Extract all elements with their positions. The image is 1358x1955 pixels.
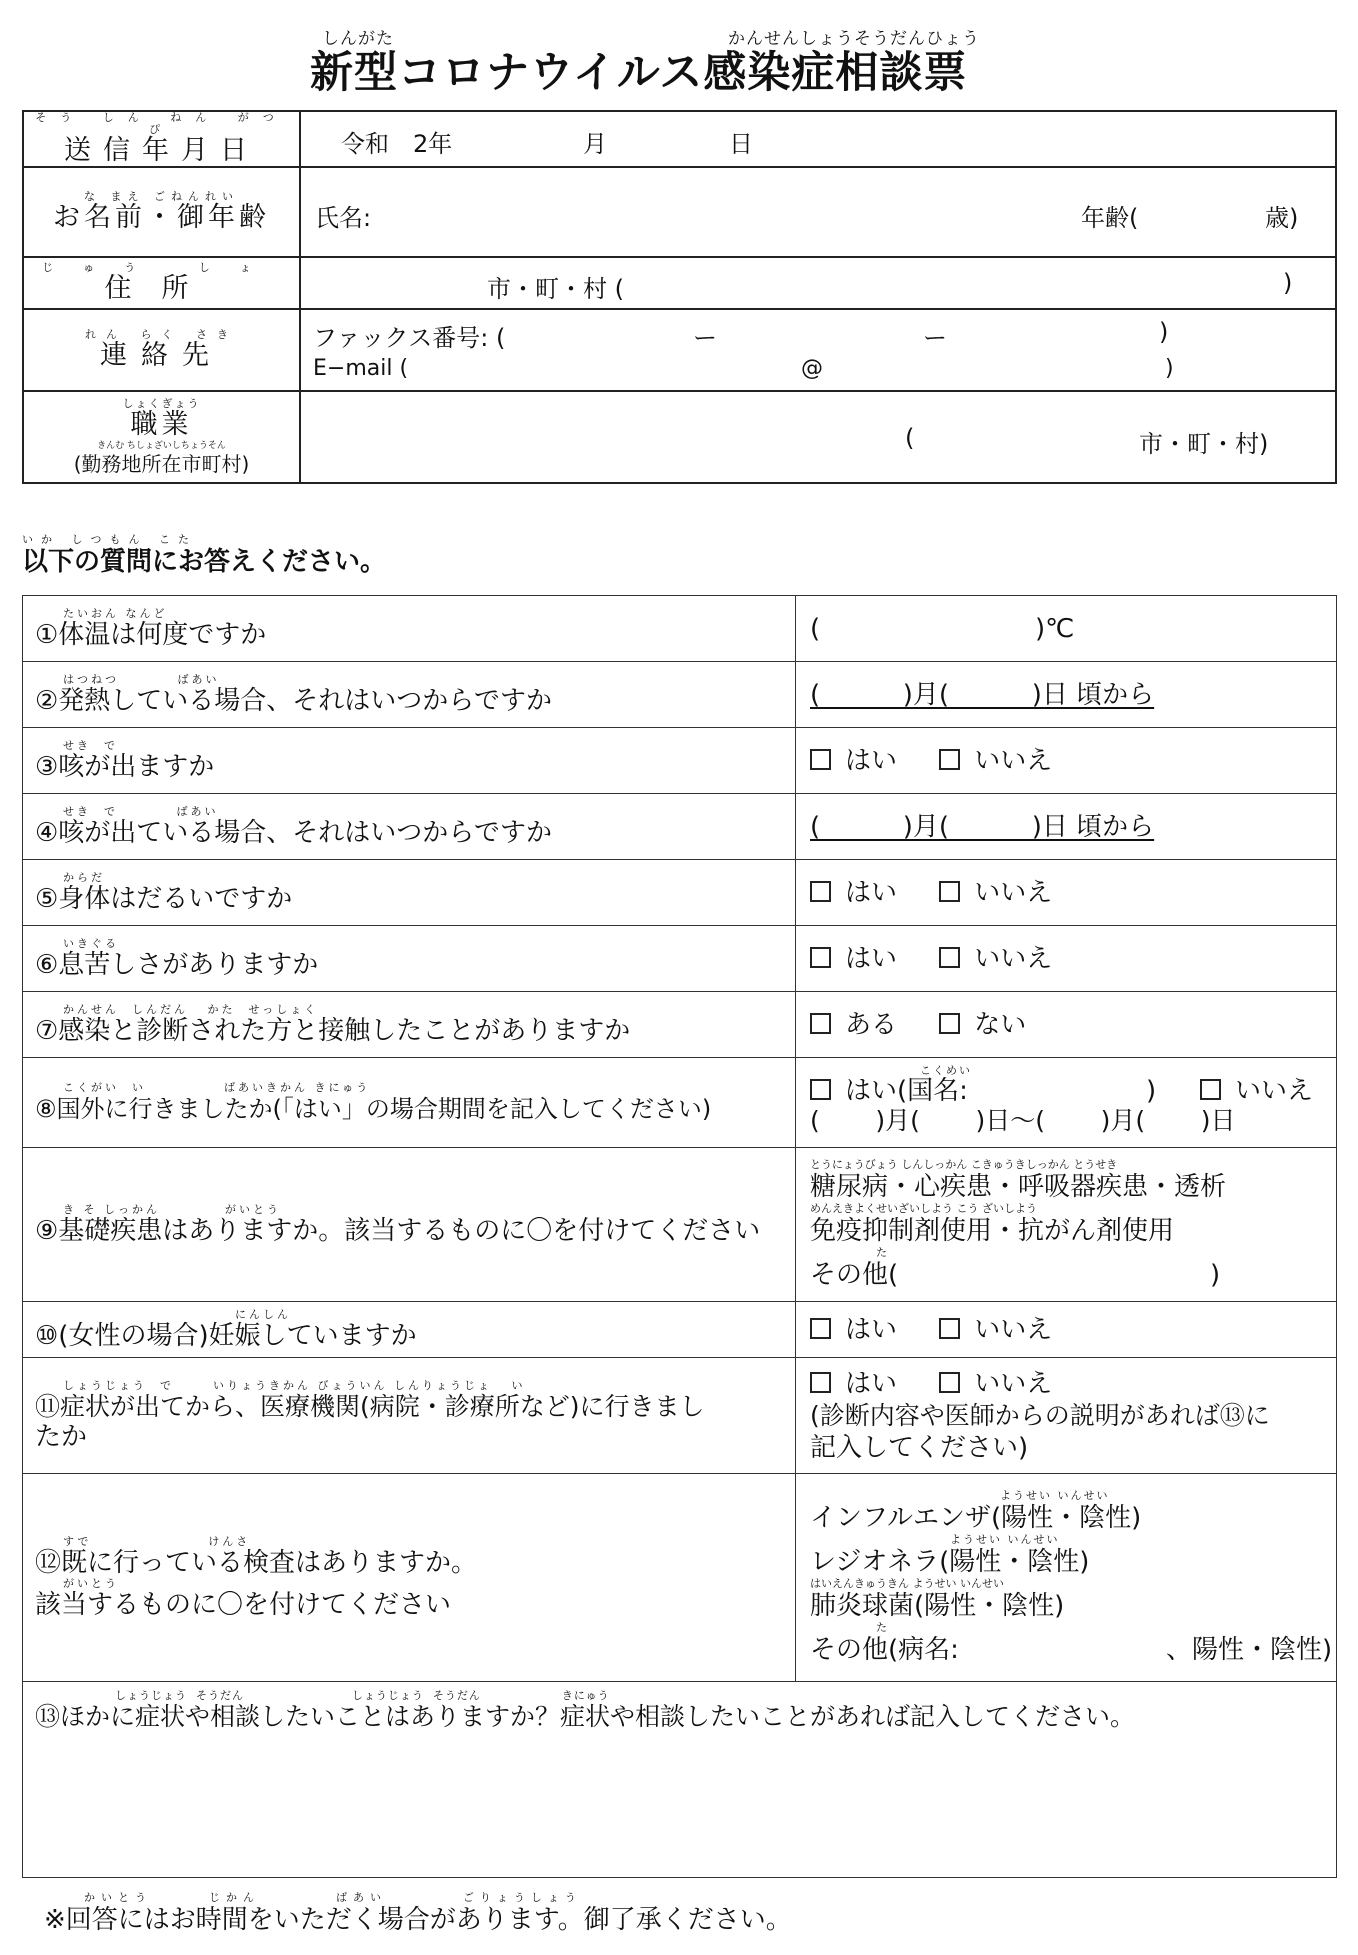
checkbox-icon[interactable] (810, 1372, 831, 1393)
question-ruby-2: がいとう (63, 1576, 119, 1590)
no-option[interactable] (1200, 1075, 1313, 1107)
question-9 (23, 1148, 796, 1302)
contact-field[interactable] (300, 309, 1336, 391)
question-ruby: いきぐる (63, 936, 119, 950)
q13-ruby: しょうじょう そうだん しょうじょう そうだん きにゅう (115, 1689, 610, 1702)
address-label: 住所 (104, 273, 219, 304)
footer-note (44, 1892, 792, 1936)
job-sub-label: (勤務地所在市町村) (73, 452, 250, 476)
send-date-label-ruby: そう しん ねん がつ ぴ (35, 111, 288, 136)
yes-option[interactable] (810, 746, 897, 776)
footer-text: ※回答にはお時間をいただく場合があります。御了承ください。 (44, 1905, 792, 1935)
question-ruby: き そ しっかん がいとう (63, 1202, 281, 1216)
no-label: ない (974, 1009, 1027, 1040)
cough-date-blank: ( )月( )日 頃から (810, 811, 1155, 842)
yes-country-label: はい(国名: (845, 1075, 968, 1106)
checkbox-icon[interactable] (810, 947, 831, 968)
disease-line-2-ruby: めんえきよくせいざいしよう こう ざいしよう (810, 1201, 1037, 1215)
send-date-field[interactable] (300, 111, 1336, 167)
travel-period-blank[interactable]: ( )月( )日〜( )月( )日 (810, 1105, 1236, 1135)
q13-text: ⑬ほかに症状や相談したいことはありますか？症状や相談したいことがあれば記入してください。 (35, 1702, 1136, 1731)
question-text-line-1: ⑫既に行っている検査はありますか。 (35, 1547, 478, 1578)
question-10 (23, 1302, 796, 1358)
answer-9-field[interactable] (796, 1148, 1337, 1302)
answer-8-field (796, 1058, 1337, 1148)
test-line-4-ruby: た (876, 1620, 889, 1634)
note-line-1: (診断内容や医師からの説明があれば⑬に (810, 1400, 1270, 1430)
age-close: 歳) (1265, 204, 1299, 232)
checkbox-icon[interactable] (810, 881, 831, 902)
fax-close: ) (1159, 318, 1169, 346)
send-date-label-cell (23, 111, 300, 167)
question-row (23, 926, 1337, 992)
job-sub-ruby: きんむ ちしょざいしちょうそん (97, 441, 226, 451)
disease-line-1: 糖尿病・心疾患・呼吸器疾患・透析 (810, 1171, 1227, 1202)
checkbox-icon[interactable] (1200, 1079, 1221, 1100)
fever-date-blank: ( )月( )日 頃から (810, 679, 1155, 710)
job-label-cell (23, 391, 300, 483)
address-label-ruby: じゅう しょ (42, 261, 281, 274)
question-text: ⑤身体はだるいですか (35, 883, 293, 914)
question-8 (23, 1058, 796, 1148)
no-option[interactable] (939, 944, 1052, 974)
question-12 (23, 1474, 796, 1682)
question-ruby: せき で (63, 738, 118, 752)
yes-option[interactable] (810, 1315, 897, 1345)
answer-5-field (796, 860, 1337, 926)
disease-line-2: 免疫抑制剤使用・抗がん剤使用 (810, 1215, 1175, 1246)
title-ruby (310, 24, 1050, 48)
question-6 (23, 926, 796, 992)
name-age-row (23, 167, 1336, 257)
question-row (23, 1682, 1337, 1878)
no-option[interactable] (939, 878, 1052, 908)
answer-10-field (796, 1302, 1337, 1358)
temperature-blank: ( )℃ (810, 613, 1075, 644)
yes-label: はい (845, 1368, 898, 1399)
answer-2-field[interactable] (796, 662, 1337, 728)
job-label-ruby: しょくぎょう (122, 397, 201, 410)
question-3 (23, 728, 796, 794)
send-date-row (23, 111, 1336, 167)
no-label: いいえ (974, 1368, 1053, 1399)
address-row (23, 257, 1336, 309)
name-age-label-cell (23, 167, 300, 257)
email-at: @ (801, 356, 823, 381)
answer-11-field (796, 1358, 1337, 1474)
email-close: ) (1165, 356, 1174, 381)
checkbox-icon[interactable] (939, 881, 960, 902)
address-label-cell (23, 257, 300, 309)
contact-label-ruby: れん らく さき (85, 328, 238, 341)
fax-dash-1: ー (693, 324, 717, 352)
question-row (23, 596, 1337, 662)
question-text: ⑨基礎疾患はありますか。該当するものに〇を付けてください (35, 1215, 761, 1246)
question-ruby: にんしん (235, 1307, 291, 1321)
question-text: ①体温は何度ですか (35, 619, 267, 650)
question-row (23, 1474, 1337, 1682)
disease-line-1-ruby: とうにょうびょう しんしっかん こきゅうきしっかん とうせき (810, 1157, 1118, 1171)
test-line-2-ruby: ようせい いんせい (950, 1532, 1060, 1546)
question-ruby: かんせん しんだん かた せっしょく (63, 1002, 319, 1016)
question-text-line-2: たか (35, 1421, 88, 1452)
answer-12-field[interactable] (796, 1474, 1337, 1682)
question-1 (23, 596, 796, 662)
no-option[interactable] (939, 1010, 1026, 1040)
job-close: 市・町・村) (1139, 430, 1269, 458)
job-row (23, 391, 1336, 483)
checkbox-icon[interactable] (810, 749, 831, 770)
era-text: 令和 (341, 130, 389, 158)
question-row (23, 1148, 1337, 1302)
answer-6-field (796, 926, 1337, 992)
name-age-label: お名前・御年齢 (53, 202, 270, 233)
job-field[interactable] (300, 391, 1336, 483)
checkbox-icon[interactable] (810, 1079, 831, 1100)
question-row (23, 728, 1337, 794)
checkbox-icon[interactable] (810, 1318, 831, 1339)
checkbox-icon[interactable] (939, 1013, 960, 1034)
age-open: 年齢( (1081, 204, 1139, 232)
form-title-block (310, 24, 1050, 98)
no-label: いいえ (1235, 1075, 1314, 1106)
info-table (22, 110, 1337, 484)
question-text: ②発熱している場合、それはいつからですか (35, 685, 553, 716)
disease-line-3-ruby: た (876, 1245, 889, 1259)
footer-ruby: かいとう じかん ばあい ごりょうしょう (84, 1891, 582, 1904)
question-row (23, 992, 1337, 1058)
no-option[interactable] (939, 1369, 1052, 1399)
contact-label: 連絡先 (100, 340, 223, 371)
question-text: ⑩(女性の場合)妊娠していますか (35, 1320, 417, 1351)
question-row (23, 1358, 1337, 1474)
answer-3-field (796, 728, 1337, 794)
form-title: 新型コロナウイルス感染症相談票 (310, 48, 968, 98)
question-text: ④咳が出ている場合、それはいつからですか (35, 817, 553, 848)
fax-dash-2: ー (923, 324, 947, 352)
test-pneumococcus: 肺炎球菌(陽性・陰性) (810, 1590, 1065, 1621)
yes-label: はい (845, 877, 898, 908)
year-text: 2年 (413, 130, 453, 158)
test-other: その他(病名: (810, 1634, 959, 1665)
question-row (23, 794, 1337, 860)
question-ruby: しょうじょう で いりょうきかん びょういん しんりょうじょ い (63, 1378, 526, 1392)
question-ruby: からだ (63, 870, 105, 884)
name-label: 氏名: (315, 204, 372, 232)
yes-label: はい (845, 943, 898, 974)
question-row (23, 1302, 1337, 1358)
question-text: ③咳が出ますか (35, 751, 215, 782)
name-age-label-ruby: な まえ ごねんれい (84, 190, 239, 203)
address-city: 市・町・村 ( (487, 275, 624, 303)
test-legionella: レジオネラ(陽性・陰性) (810, 1546, 1090, 1577)
answer-7-field (796, 992, 1337, 1058)
day-text: 日 (729, 130, 753, 158)
contact-row (23, 309, 1336, 391)
yes-label: ある (845, 1009, 898, 1040)
no-label: いいえ (974, 943, 1053, 974)
no-label: いいえ (974, 877, 1053, 908)
question-text-line-2: 該当するものに〇を付けてください (35, 1589, 452, 1620)
no-option[interactable] (939, 746, 1052, 776)
email-label: E−mail ( (313, 356, 409, 381)
question-text: ⑦感染と診断された方と接触したことがありますか (35, 1015, 631, 1046)
address-close: ) (1283, 269, 1293, 297)
checkbox-icon[interactable] (810, 1013, 831, 1034)
yes-label: はい (845, 1314, 898, 1345)
job-open: ( (905, 424, 915, 452)
note-line-2: 記入してください) (810, 1432, 1029, 1463)
question-ruby: はつねつ ばあい (63, 672, 220, 686)
yes-option[interactable] (810, 1075, 968, 1107)
title-ruby-right: かんせんしょうそうだんひょう (728, 29, 980, 49)
yes-option[interactable] (810, 1010, 897, 1040)
question-ruby: こくがい い ばあいきかん きにゅう (63, 1080, 371, 1094)
title-ruby-left: しんがた (322, 29, 394, 49)
checkbox-icon[interactable] (939, 749, 960, 770)
disease-other-close: ) (1210, 1259, 1221, 1290)
no-label: いいえ (974, 745, 1053, 776)
no-option[interactable] (939, 1315, 1052, 1345)
test-line-3-ruby: はいえんきゅうきん ようせい いんせい (810, 1576, 1004, 1590)
yes-option[interactable] (810, 878, 897, 908)
question-row (23, 860, 1337, 926)
test-line-1-ruby: ようせい いんせい (1000, 1488, 1110, 1502)
checkbox-icon[interactable] (939, 1372, 960, 1393)
question-4 (23, 794, 796, 860)
question-row (23, 662, 1337, 728)
country-close: ) (1146, 1075, 1157, 1106)
no-label: いいえ (974, 1314, 1053, 1345)
question-11 (23, 1358, 796, 1474)
yes-option[interactable] (810, 1369, 897, 1399)
instruction-ruby: いか しつもん こた (22, 533, 197, 546)
question-ruby: すで けんさ (63, 1534, 251, 1548)
test-influenza: インフルエンザ(陽性・陰性) (810, 1502, 1142, 1533)
question-ruby: たいおん なんど (63, 606, 168, 620)
month-text: 月 (583, 130, 607, 158)
test-other-tail: 、陽性・陰性) (1166, 1634, 1333, 1665)
yes-option[interactable] (810, 944, 897, 974)
checkbox-icon[interactable] (939, 1318, 960, 1339)
question-13-field[interactable] (23, 1682, 1337, 1878)
question-text: ⑧国外に行きましたか(「はい」の場合期間を記入してください) (35, 1094, 712, 1123)
address-field[interactable] (300, 257, 1336, 309)
job-label: 職業 (130, 409, 193, 440)
yes-label: はい (845, 745, 898, 776)
country-ruby: こくめい (920, 1063, 972, 1077)
question-2 (23, 662, 796, 728)
question-7 (23, 992, 796, 1058)
question-row (23, 1058, 1337, 1148)
question-text: ⑥息苦しさがありますか (35, 949, 319, 980)
question-ruby: せき で ばあい (63, 804, 219, 818)
answer-1-field[interactable] (796, 596, 1337, 662)
name-age-field[interactable] (300, 167, 1336, 257)
instruction (22, 534, 386, 578)
contact-label-cell (23, 309, 300, 391)
disease-other: その他( (810, 1259, 899, 1290)
send-date-label: 送信年月日 (64, 135, 259, 166)
question-table (22, 595, 1337, 1878)
question-text-line-1: ⑪症状が出てから、医療機関(病院・診療所など)に行きまし (35, 1391, 705, 1421)
instruction-text: 以下の質問にお答えください。 (22, 547, 387, 577)
fax-label: ファックス番号: ( (313, 324, 506, 352)
answer-4-field[interactable] (796, 794, 1337, 860)
question-5 (23, 860, 796, 926)
checkbox-icon[interactable] (939, 947, 960, 968)
